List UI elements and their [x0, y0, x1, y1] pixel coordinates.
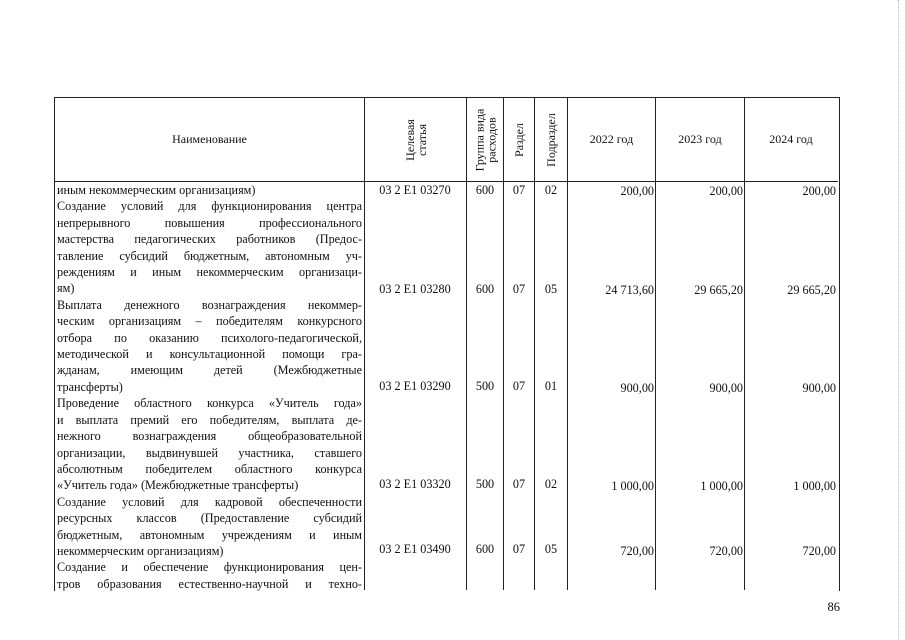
- row-amount-2022: 24 713,60: [605, 283, 654, 297]
- name-line: иным некоммерческим организациям): [57, 183, 256, 197]
- name-line: жданам, имеющим детей (Межбюджетные: [57, 363, 362, 378]
- row-code: 03 2 E1 03280: [379, 282, 451, 296]
- header-year-label: 2023 год: [678, 132, 722, 146]
- name-line: Создание условий для кадровой обеспеченности: [57, 494, 362, 509]
- name-line: реждениям и иным некоммерческим организаци-: [57, 265, 362, 280]
- header-expense-group-line: расходов: [484, 116, 498, 163]
- row-section: 07: [512, 282, 526, 296]
- row-group: 600: [475, 183, 495, 197]
- name-line: нежного вознаграждения общеобразовательной: [57, 429, 362, 444]
- name-line: Создание и обеспечение функционирования цен-: [57, 560, 362, 575]
- name-line: мастерства педагогических работников (Предос-: [57, 232, 362, 247]
- row-amount-2023: 900,00: [709, 381, 743, 395]
- row-amount-2024: 200,00: [802, 184, 836, 198]
- row-amount-2023: 1 000,00: [700, 479, 743, 493]
- header-year-label: 2024 год: [769, 132, 813, 146]
- header-expense-group-line: Группа вида: [472, 108, 486, 171]
- row-section: 07: [512, 477, 526, 491]
- name-line: организации, выдвинувшей участника, ставшего: [57, 445, 362, 460]
- name-line: ресурсных классов (Предоставление субсидий: [57, 511, 362, 526]
- row-group: 600: [475, 542, 495, 556]
- header-expense-group-label: [473, 108, 497, 171]
- row-subsection: 05: [544, 282, 558, 296]
- name-line: некоммерческим организациям): [57, 543, 224, 558]
- name-line: «Учитель года» (Межбюджетные трансферты): [57, 478, 299, 493]
- row-amount-2022: 900,00: [620, 381, 654, 395]
- name-line: методической и консультационной помощи гра-: [57, 347, 362, 362]
- header-name-label: Наименование: [172, 132, 247, 146]
- row-amount-2023: 29 665,20: [694, 283, 743, 297]
- name-line: бюджетным, автономным учреждениям и иным: [57, 527, 362, 542]
- header-section: [504, 98, 534, 181]
- page-edge: [898, 0, 899, 640]
- name-line: непрерывного повышения профессионального: [57, 215, 362, 230]
- row-section: 07: [512, 542, 526, 556]
- row-section: 07: [512, 379, 526, 393]
- name-line: абсолютным победителем областного конкурса: [57, 461, 362, 476]
- page-number: 86: [827, 600, 840, 614]
- name-column-text: [57, 182, 362, 592]
- header-year-2022: [568, 98, 655, 181]
- header-target-article: [365, 98, 466, 181]
- row-amount-2022: 1 000,00: [611, 479, 654, 493]
- row-subsection: 02: [544, 477, 558, 491]
- row-group: 500: [475, 379, 495, 393]
- name-line: Проведение областного конкурса «Учитель года»: [57, 396, 362, 411]
- name-line: отбора по оказанию психолого-педагогической,: [57, 330, 362, 345]
- header-year-2023: [656, 98, 744, 181]
- row-amount-2023: 200,00: [709, 184, 743, 198]
- row-amount-2024: 900,00: [802, 381, 836, 395]
- name-line: Выплата денежного вознаграждения некоммер-: [57, 297, 362, 312]
- name-line: и выплата премий его победителям, выплата де-: [57, 412, 362, 427]
- row-amount-2024: 720,00: [802, 544, 836, 558]
- row-amount-2024: 1 000,00: [793, 479, 836, 493]
- header-name: [55, 98, 364, 181]
- header-year-label: 2022 год: [589, 132, 634, 146]
- row-code: 03 2 E1 03290: [379, 379, 451, 393]
- row-code: 03 2 E1 03270: [379, 183, 451, 197]
- name-line: трансферты): [57, 379, 123, 394]
- row-subsection: 02: [544, 183, 558, 197]
- header-section-label: Раздел: [512, 122, 527, 157]
- header-year-2024: [745, 98, 837, 181]
- header-expense-group: [467, 98, 503, 181]
- row-subsection: 01: [544, 379, 558, 393]
- name-line: ям): [57, 281, 75, 296]
- row-amount-2024: 29 665,20: [787, 283, 836, 297]
- header-subsection: [535, 98, 567, 181]
- row-amount-2022: 720,00: [620, 544, 654, 558]
- row-amount-2023: 720,00: [709, 544, 743, 558]
- row-code: 03 2 E1 03490: [379, 542, 451, 556]
- row-amount-2022: 200,00: [620, 184, 654, 198]
- row-section: 07: [512, 183, 526, 197]
- header-subsection-label: Подраздел: [544, 112, 559, 167]
- name-line: тавление субсидий бюджетным, автономным уч-: [57, 248, 362, 263]
- row-code: 03 2 E1 03320: [379, 477, 451, 491]
- name-line: Создание условий для функционирования центра: [57, 199, 362, 214]
- name-line: тров образования естественно-научной и техно-: [57, 576, 362, 591]
- name-line: ческим организациям – победителям конкурсного: [57, 314, 362, 329]
- header-target-article-label: Целевая статья: [402, 118, 429, 161]
- row-subsection: 05: [544, 542, 558, 556]
- row-group: 500: [475, 477, 495, 491]
- row-group: 600: [475, 282, 495, 296]
